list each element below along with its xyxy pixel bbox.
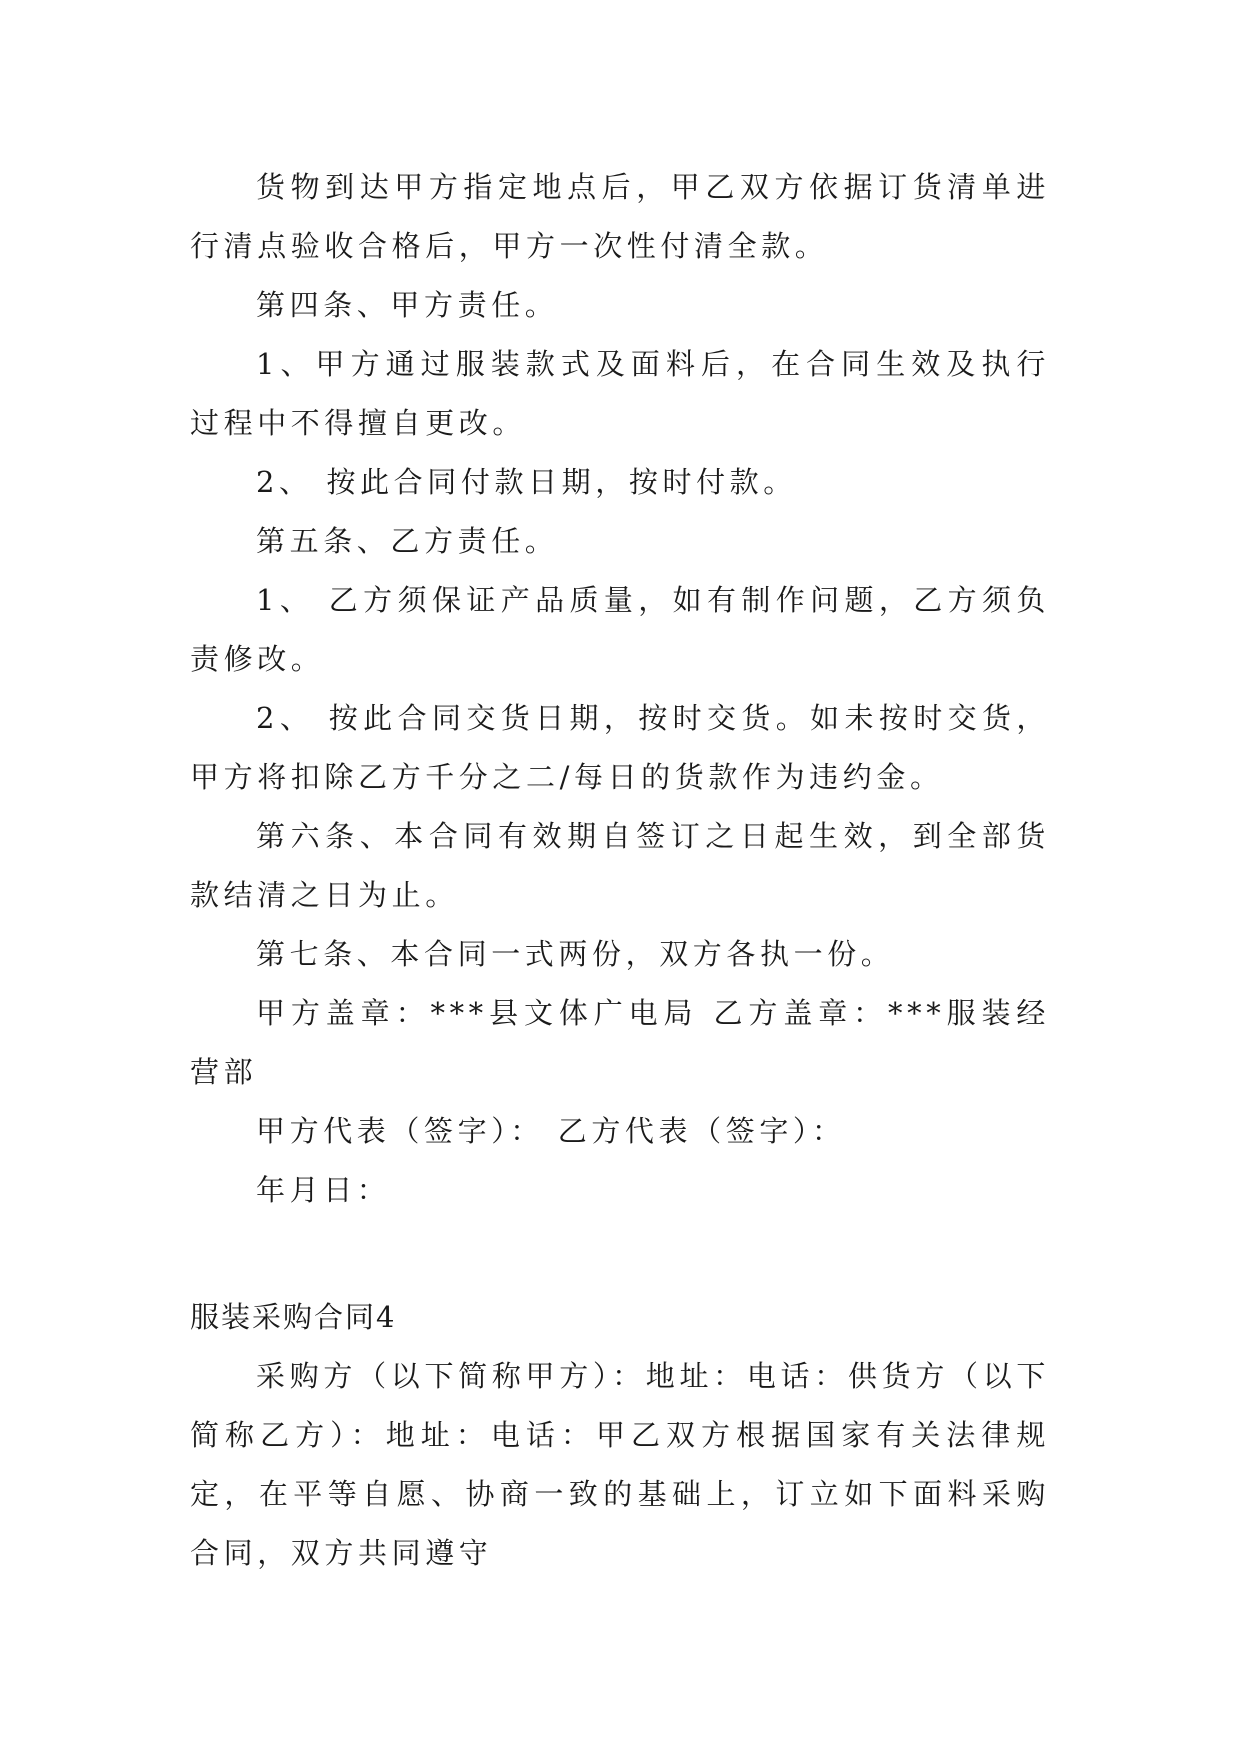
article-5-heading: 第五条、乙方责任。: [256, 524, 559, 558]
article-4-item-2: 2、 按此合同付款日期，按时付款。: [256, 465, 797, 499]
signature-line: 甲方代表（签字）： 乙方代表（签字）：: [256, 1114, 846, 1148]
seal-line: 甲方盖章：***县文体广电局 乙方盖章：***服装经营部: [190, 996, 1050, 1089]
article-5-item-2: 2、 按此合同交货日期，按时交货。如未按时交货，甲方将扣除乙方千分之二/每日的货款作为违约金。: [190, 701, 1050, 794]
article-4-heading: 第四条、甲方责任。: [256, 288, 559, 322]
article-4-item-1: 1、甲方通过服装款式及面料后，在合同生效及执行过程中不得擅自更改。: [190, 347, 1050, 440]
date-line: 年月日：: [256, 1173, 391, 1207]
section-title: 服装采购合同4: [190, 1300, 397, 1334]
article-5-item-1: 1、 乙方须保证产品质量，如有制作问题，乙方须负责修改。: [190, 583, 1050, 676]
article-6: 第六条、本合同有效期自签订之日起生效，到全部货款结清之日为止。: [190, 819, 1050, 912]
paragraph-acceptance: 货物到达甲方指定地点后，甲乙双方依据订货清单进行清点验收合格后，甲方一次性付清全款。: [190, 170, 1050, 263]
contract-4-intro: 采购方（以下简称甲方）：地址：电话：供货方（以下简称乙方）：地址：电话：甲乙双方根据国家有关法律规定，在平等自愿、协商一致的基础上，订立如下面料采购合同，双方共同遵守: [190, 1359, 1050, 1570]
document-body: [190, 158, 1050, 1583]
article-7: 第七条、本合同一式两份，双方各执一份。: [256, 937, 895, 971]
section-gap: [190, 1220, 1050, 1288]
